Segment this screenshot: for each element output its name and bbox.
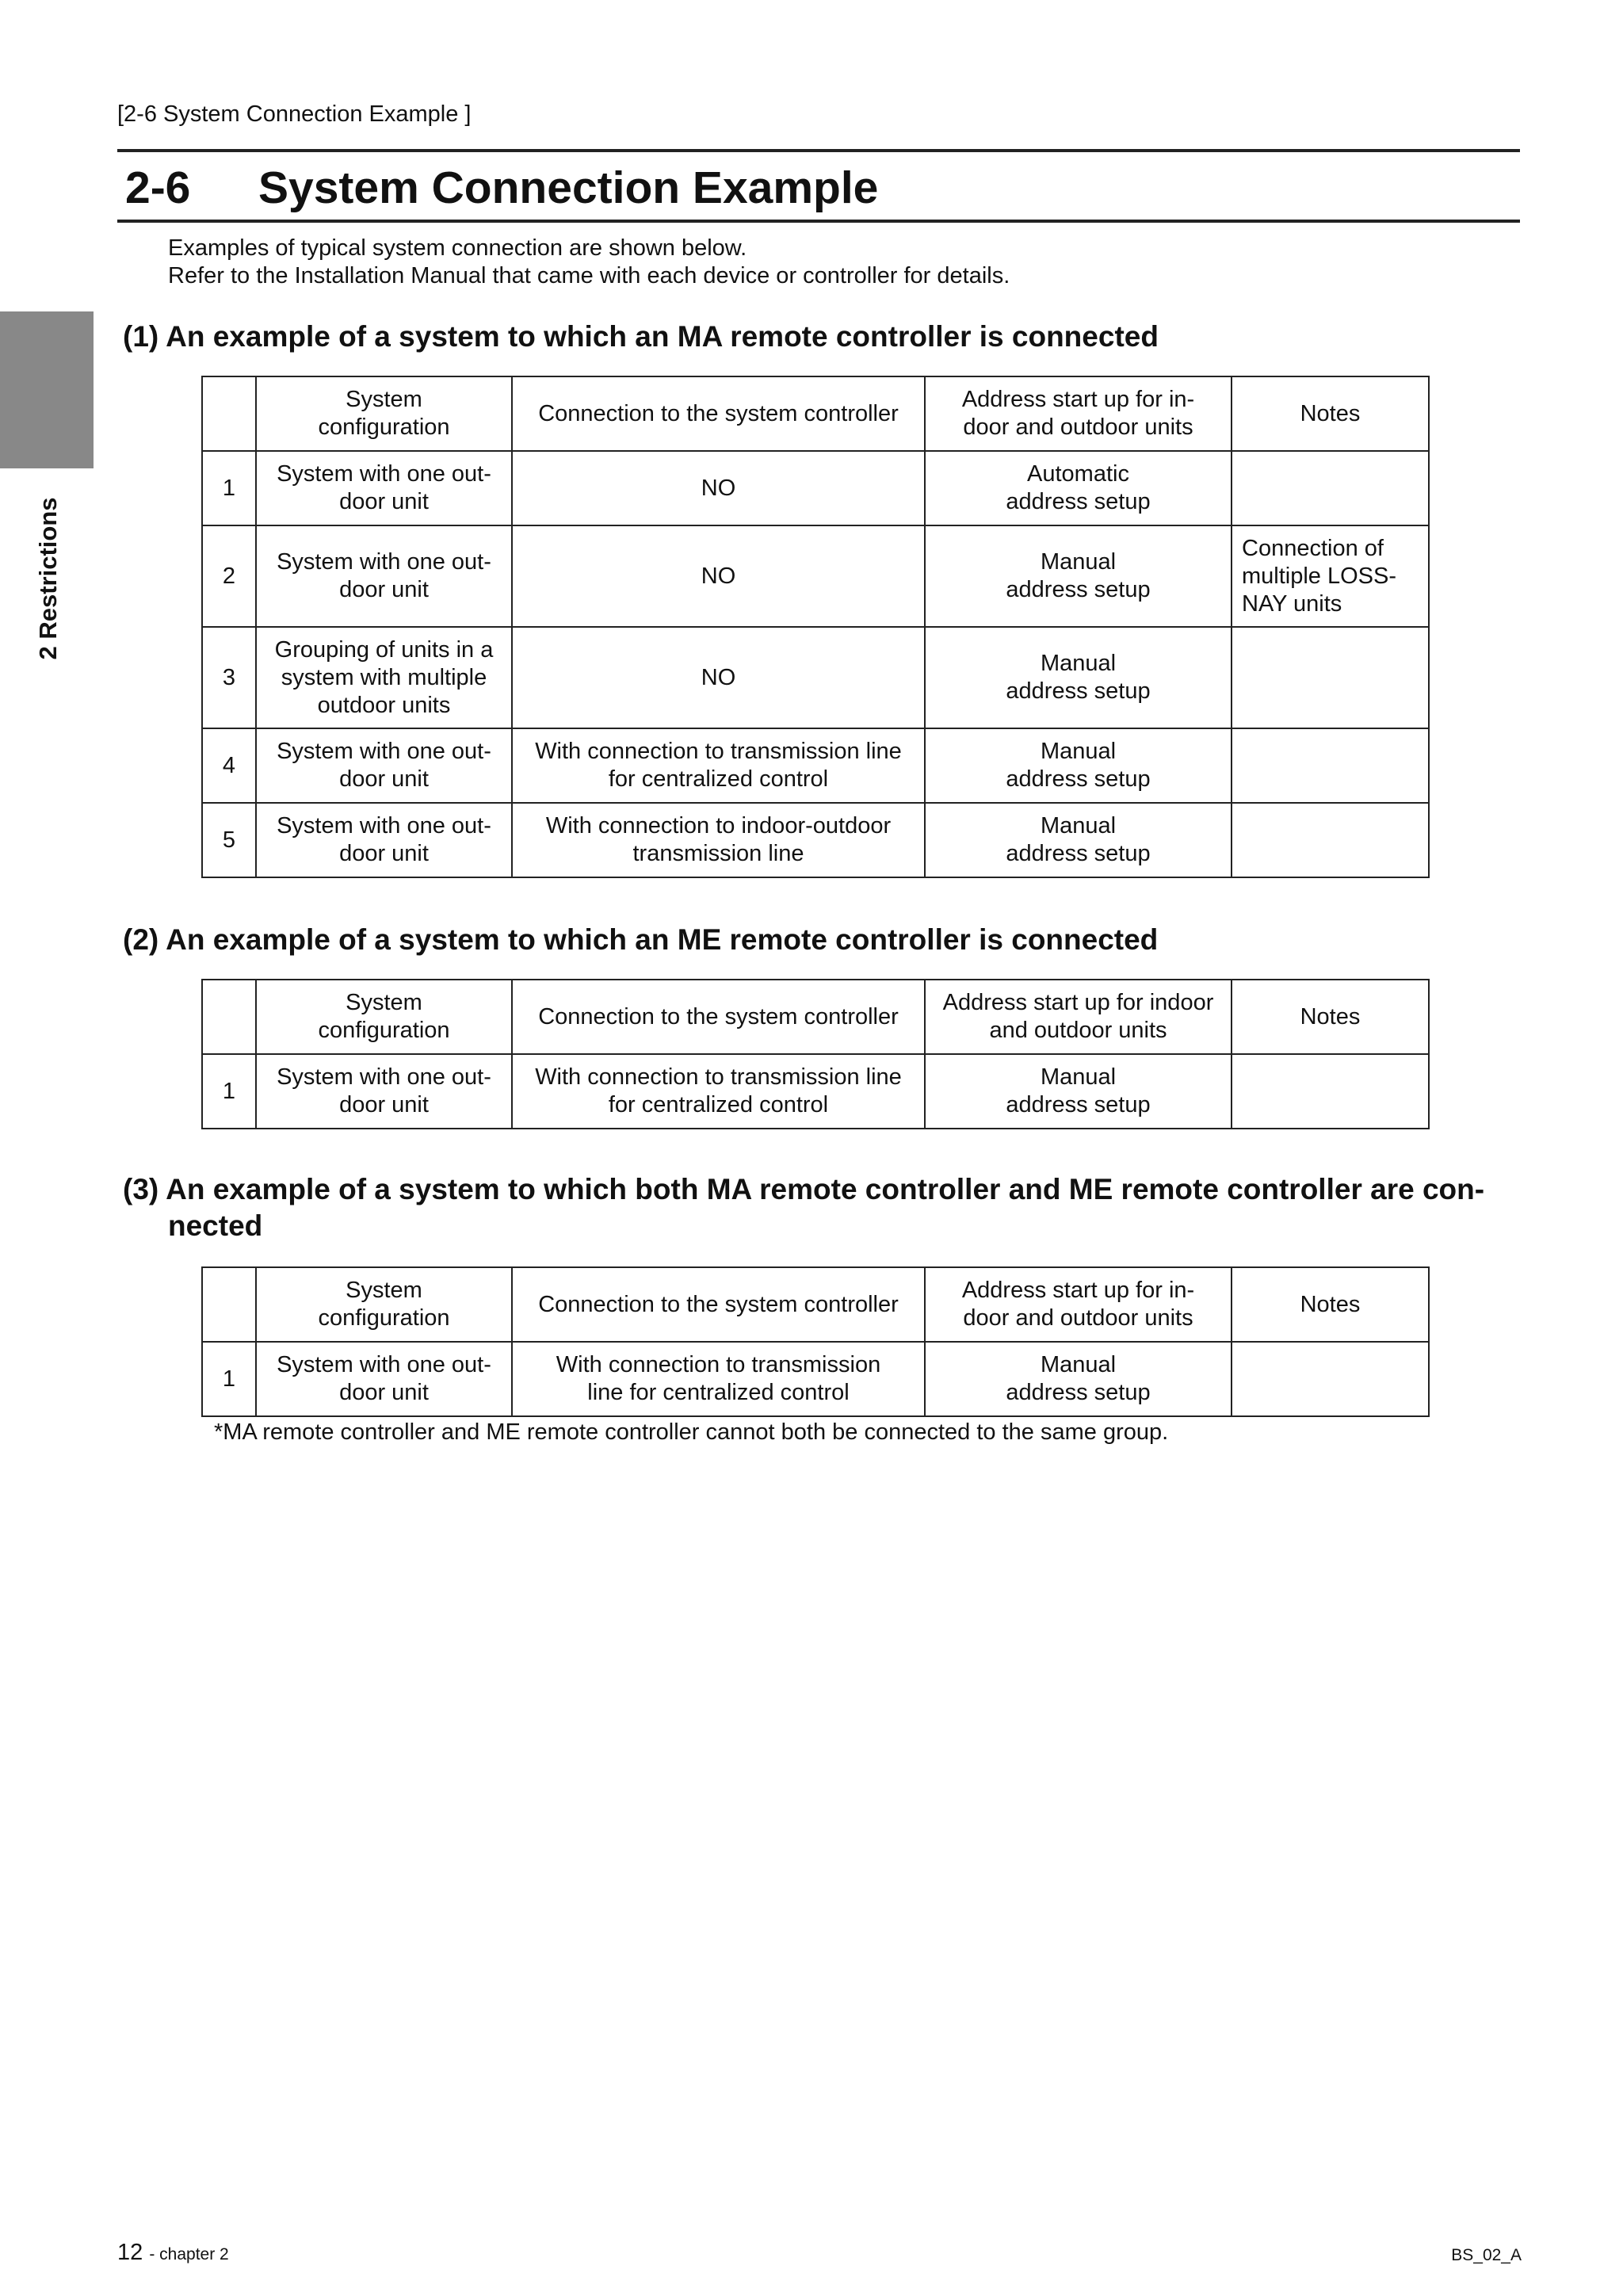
cell-system-configuration-line: door unit — [339, 766, 429, 792]
section-title-text: System Connection Example — [258, 162, 879, 213]
cell-system-configuration-line: door unit — [339, 577, 429, 602]
cell-connection-line: for centralized control — [608, 1092, 829, 1117]
table-row — [202, 1054, 1429, 1129]
cell-system-configuration-line: System with one out- — [277, 739, 491, 764]
footnote: *MA remote controller and ME remote controller cannot both be connected to the same group. — [214, 1419, 1169, 1445]
cell-system-configuration-line: System with one out- — [277, 813, 491, 839]
header-address — [925, 1267, 1232, 1342]
header-connection-line: Connection to the system controller — [538, 1003, 899, 1030]
table-header-row — [202, 376, 1429, 451]
cell-system-configuration — [256, 728, 512, 803]
header-blank-cell — [202, 1267, 256, 1342]
table-header-row — [202, 980, 1429, 1054]
cell-system-configuration-line: System with one out- — [277, 1064, 491, 1090]
header-address-line: door and outdoor units — [963, 1305, 1193, 1331]
cell-system-configuration — [256, 451, 512, 525]
cell-system-configuration — [256, 1054, 512, 1129]
header-connection-line: Connection to the system controller — [538, 1291, 899, 1317]
header-notes-line: Notes — [1300, 1003, 1361, 1030]
cell-system-configuration-line: door unit — [339, 1380, 429, 1405]
cell-address-line: Manual — [1040, 651, 1117, 676]
breadcrumb: [2-6 System Connection Example ] — [117, 101, 472, 127]
page-number: 12 — [117, 2240, 143, 2265]
header-connection-line: Connection to the system controller — [538, 400, 899, 426]
cell-system-configuration-line: Grouping of units in a — [274, 636, 494, 663]
header-rule-top — [117, 149, 1520, 152]
intro-line-1: Examples of typical system connection are shown below. — [168, 235, 747, 261]
header-address-line: Address start up for in- — [961, 387, 1195, 412]
cell-notes — [1232, 803, 1429, 877]
cell-address — [925, 451, 1232, 525]
cell-notes — [1232, 451, 1429, 525]
page-footer-left — [117, 2239, 229, 2268]
header-notes-line: Notes — [1300, 400, 1361, 426]
cell-system-configuration-line: door unit — [339, 841, 429, 866]
cell-system-configuration-line: system with multiple — [281, 664, 487, 690]
cell-address — [925, 525, 1232, 627]
cell-address-line: address setup — [1006, 577, 1151, 602]
chapter-label: - chapter 2 — [149, 2245, 229, 2264]
table-section-2 — [201, 979, 1430, 1129]
table-header-row — [202, 1267, 1429, 1342]
row-number: 3 — [202, 627, 256, 728]
cell-connection-line: With connection to indoor-outdoor — [545, 813, 892, 839]
cell-address-line: address setup — [1006, 489, 1151, 514]
header-system-configuration-line: configuration — [318, 415, 450, 440]
cell-notes — [1232, 1342, 1429, 1416]
header-system-configuration-line: System — [346, 1278, 422, 1303]
cell-address-line: address setup — [1006, 841, 1151, 866]
chapter-side-label: 2 Restrictions — [34, 497, 62, 660]
header-system-configuration — [256, 376, 512, 451]
intro-text — [168, 235, 1010, 290]
table-row — [202, 451, 1429, 525]
cell-connection-line: transmission line — [632, 841, 804, 866]
cell-address — [925, 1342, 1232, 1416]
cell-notes-line: NAY units — [1242, 590, 1342, 617]
table-section-3 — [201, 1266, 1430, 1417]
section-1-heading: (1) An example of a system to which an MA remote controller is connected — [123, 320, 1159, 353]
table-row — [202, 627, 1429, 728]
section-3-heading-line-1: (3) An example of a system to which both MA remote controller and ME remote controller are con- — [123, 1173, 1485, 1205]
cell-address — [925, 1054, 1232, 1129]
cell-system-configuration-line: door unit — [339, 1092, 429, 1117]
page-title — [125, 160, 878, 216]
cell-address — [925, 803, 1232, 877]
cell-system-configuration-line: System with one out- — [277, 1352, 491, 1377]
cell-notes-line: multiple LOSS- — [1242, 563, 1397, 589]
row-number: 1 — [202, 451, 256, 525]
header-address — [925, 980, 1232, 1054]
doc-code: BS_02_A — [1451, 2246, 1522, 2264]
header-connection — [512, 376, 925, 451]
header-address-line: and outdoor units — [989, 1018, 1167, 1043]
cell-connection — [512, 728, 925, 803]
cell-system-configuration — [256, 1342, 512, 1416]
cell-system-configuration — [256, 803, 512, 877]
cell-connection — [512, 627, 925, 728]
header-address-line: door and outdoor units — [963, 415, 1193, 440]
header-blank-cell — [202, 980, 256, 1054]
chapter-side-tab — [0, 311, 94, 468]
cell-address — [925, 728, 1232, 803]
row-number: 4 — [202, 728, 256, 803]
header-system-configuration — [256, 980, 512, 1054]
header-connection — [512, 1267, 925, 1342]
cell-notes — [1232, 728, 1429, 803]
header-blank-cell — [202, 376, 256, 451]
table-row — [202, 728, 1429, 803]
header-system-configuration-line: configuration — [318, 1018, 450, 1043]
cell-system-configuration-line: door unit — [339, 489, 429, 514]
section-2-heading: (2) An example of a system to which an ME remote controller is connected — [123, 923, 1159, 956]
cell-address-line: Manual — [1040, 1064, 1117, 1090]
header-system-configuration-line: System — [346, 387, 422, 412]
cell-address-line: Manual — [1040, 813, 1117, 839]
cell-address-line: Manual — [1040, 739, 1117, 764]
row-number: 5 — [202, 803, 256, 877]
cell-address-line: address setup — [1006, 766, 1151, 792]
cell-address-line: Automatic — [1027, 461, 1129, 487]
cell-connection-line: With connection to transmission — [556, 1352, 881, 1377]
cell-connection — [512, 803, 925, 877]
cell-connection-line: With connection to transmission line — [535, 739, 902, 764]
cell-notes — [1232, 1054, 1429, 1129]
header-notes — [1232, 980, 1429, 1054]
cell-address — [925, 627, 1232, 728]
table-section-1 — [201, 376, 1430, 878]
header-notes — [1232, 376, 1429, 451]
cell-address-line: address setup — [1006, 1092, 1151, 1117]
cell-connection-line: With connection to transmission line — [535, 1064, 902, 1090]
cell-connection-line: for centralized control — [608, 766, 829, 792]
section-3-heading — [123, 1171, 1526, 1244]
header-system-configuration — [256, 1267, 512, 1342]
cell-system-configuration — [256, 525, 512, 627]
cell-notes — [1232, 627, 1429, 728]
section-number: 2-6 — [125, 162, 191, 213]
cell-notes — [1232, 525, 1429, 627]
cell-address-line: Manual — [1040, 549, 1117, 575]
cell-system-configuration-line: System with one out- — [277, 461, 491, 487]
cell-system-configuration — [256, 627, 512, 728]
section-3-heading-line-2: nected — [168, 1209, 263, 1242]
cell-connection — [512, 1054, 925, 1129]
cell-connection-line: line for centralized control — [587, 1380, 850, 1405]
cell-notes-line: Connection of — [1242, 535, 1384, 561]
header-connection — [512, 980, 925, 1054]
row-number: 2 — [202, 525, 256, 627]
header-system-configuration-line: System — [346, 990, 422, 1015]
cell-system-configuration-line: System with one out- — [277, 549, 491, 575]
cell-system-configuration-line: outdoor units — [317, 692, 451, 718]
row-number: 1 — [202, 1054, 256, 1129]
cell-connection — [512, 525, 925, 627]
cell-connection — [512, 1342, 925, 1416]
header-system-configuration-line: configuration — [318, 1305, 450, 1331]
row-number: 1 — [202, 1342, 256, 1416]
cell-connection-line: NO — [701, 563, 736, 589]
table-row — [202, 1342, 1429, 1416]
header-notes-line: Notes — [1300, 1291, 1361, 1317]
header-address — [925, 376, 1232, 451]
cell-address-line: address setup — [1006, 1380, 1151, 1405]
table-row — [202, 525, 1429, 627]
cell-connection — [512, 451, 925, 525]
intro-line-2: Refer to the Installation Manual that came with each device or controller for details. — [168, 263, 1010, 288]
cell-connection-line: NO — [701, 475, 736, 501]
cell-address-line: Manual — [1040, 1352, 1117, 1377]
table-row — [202, 803, 1429, 877]
header-notes — [1232, 1267, 1429, 1342]
header-rule-bottom — [117, 220, 1520, 223]
header-address-line: Address start up for indoor — [942, 990, 1214, 1015]
header-address-line: Address start up for in- — [961, 1278, 1195, 1303]
cell-connection-line: NO — [701, 664, 736, 690]
cell-address-line: address setup — [1006, 678, 1151, 704]
